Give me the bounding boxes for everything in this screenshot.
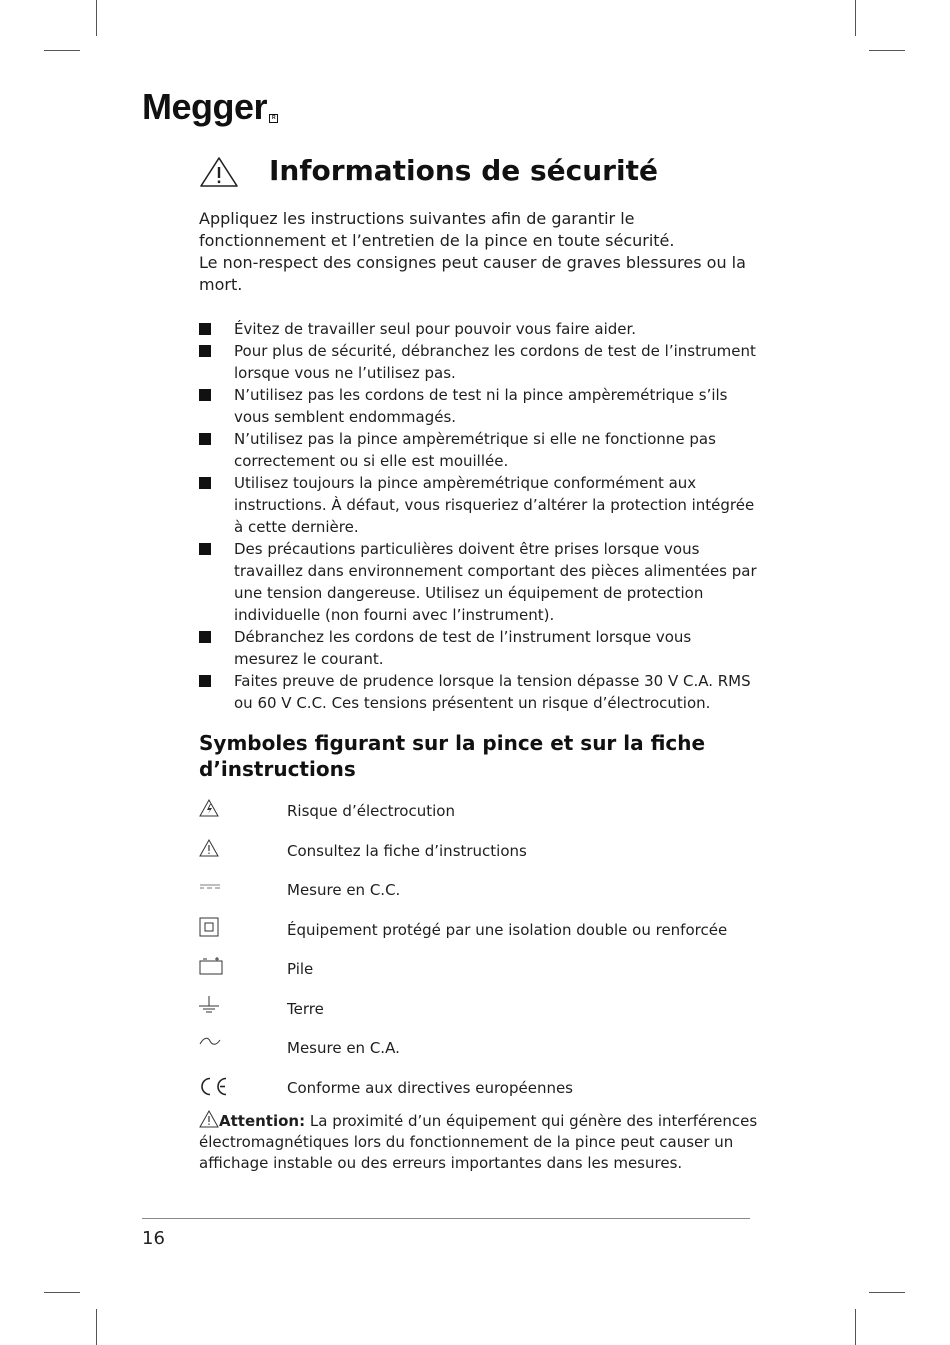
crop-mark bbox=[855, 0, 856, 36]
intro-paragraph bbox=[199, 208, 759, 296]
list-item: Utilisez toujours la pince ampèremétrique conformément aux instructions. À défaut, vous risqueriez d’altérer la protection intégrée à cette dernière. bbox=[199, 472, 759, 538]
bullet-square-icon bbox=[199, 433, 211, 445]
dc-icon bbox=[199, 877, 239, 905]
crop-mark bbox=[96, 1309, 97, 1345]
symbol-row bbox=[199, 838, 759, 878]
registered-mark: R bbox=[269, 114, 278, 123]
bullet-square-icon bbox=[199, 477, 211, 489]
bullet-square-icon bbox=[199, 631, 211, 643]
intro-line: Appliquez les instructions suivantes afin de garantir le fonctionnement et l’entretien de la pince en toute sécurité. bbox=[199, 209, 675, 250]
symbol-row bbox=[199, 917, 759, 957]
intro-line: Le non-respect des consignes peut causer de graves blessures ou la mort. bbox=[199, 253, 746, 294]
list-item: N’utilisez pas la pince ampèremétrique si elle ne fonctionne pas correctement ou si elle est mouillée. bbox=[199, 428, 759, 472]
symbol-label: Risque d’électrocution bbox=[287, 802, 455, 820]
crop-mark bbox=[869, 1292, 905, 1293]
crop-mark bbox=[44, 1292, 80, 1293]
symbol-row bbox=[199, 877, 759, 917]
megger-logo bbox=[142, 86, 278, 128]
crop-mark bbox=[44, 50, 80, 51]
caution-icon bbox=[199, 1110, 219, 1128]
attention-label: Attention: bbox=[219, 1112, 306, 1130]
footer-divider bbox=[142, 1218, 750, 1219]
symbol-label: Consultez la fiche d’instructions bbox=[287, 841, 527, 860]
warning-triangle-icon bbox=[199, 156, 239, 188]
bullet-square-icon bbox=[199, 675, 211, 687]
ce-mark-icon bbox=[199, 1075, 239, 1103]
list-item: Évitez de travailler seul pour pouvoir vous faire aider. bbox=[199, 318, 759, 340]
symbol-label: Terre bbox=[287, 999, 324, 1018]
ac-icon bbox=[199, 1035, 239, 1063]
attention-note bbox=[199, 1110, 759, 1174]
list-item: Faites preuve de prudence lorsque la tension dépasse 30 V C.A. RMS ou 60 V C.C. Ces tensions présentent un risque d’électrocution. bbox=[199, 670, 759, 714]
page-title: Informations de sécurité bbox=[269, 154, 658, 187]
symbol-label: Pile bbox=[287, 960, 314, 978]
double-insulation-icon bbox=[199, 917, 239, 945]
symbol-row bbox=[199, 956, 759, 996]
symbols-list bbox=[199, 798, 759, 1114]
list-item: N’utilisez pas les cordons de test ni la pince ampèremétrique s’ils vous semblent endommagés. bbox=[199, 384, 759, 428]
crop-mark bbox=[96, 0, 97, 36]
symbols-heading: Symboles figurant sur la pince et sur la fiche d’instructions bbox=[199, 731, 706, 781]
bullet-square-icon bbox=[199, 323, 211, 335]
logo-text: Megger bbox=[142, 86, 268, 127]
symbol-label: Conforme aux directives européennes bbox=[287, 1078, 573, 1097]
caution-icon bbox=[199, 838, 239, 866]
crop-mark bbox=[869, 50, 905, 51]
attention-text: La proximité d’un équipement qui génère des interférences électromagnétiques lors du fonctionnement de la pince peut causer un affichage instable ou des erreurs importantes dans les mesures. bbox=[199, 1112, 758, 1172]
electrocution-warning-icon bbox=[199, 798, 239, 826]
symbol-label: Équipement protégé par une isolation double ou renforcée bbox=[287, 920, 728, 939]
bullet-square-icon bbox=[199, 345, 211, 357]
symbol-row bbox=[199, 996, 759, 1036]
symbol-label: Mesure en C.A. bbox=[287, 1039, 400, 1057]
crop-mark bbox=[855, 1309, 856, 1345]
ground-icon bbox=[199, 996, 239, 1024]
battery-icon bbox=[199, 956, 239, 984]
symbol-row bbox=[199, 798, 759, 838]
page-number: 16 bbox=[142, 1228, 165, 1249]
list-item: Débranchez les cordons de test de l’instrument lorsque vous mesurez le courant. bbox=[199, 626, 759, 670]
safety-bullet-list bbox=[199, 318, 759, 714]
list-item: Pour plus de sécurité, débranchez les cordons de test de l’instrument lorsque vous ne l’utilisez pas. bbox=[199, 340, 759, 384]
bullet-square-icon bbox=[199, 389, 211, 401]
bullet-square-icon bbox=[199, 543, 211, 555]
symbol-label: Mesure en C.C. bbox=[287, 881, 401, 899]
list-item: Des précautions particulières doivent être prises lorsque vous travaillez dans environnement comportant des pièces alimentées par une tension dangereuse. Utilisez un équipement de protection individuelle (non fourni avec l’instrument). bbox=[199, 538, 759, 626]
symbol-row bbox=[199, 1035, 759, 1075]
symbol-row bbox=[199, 1075, 759, 1115]
